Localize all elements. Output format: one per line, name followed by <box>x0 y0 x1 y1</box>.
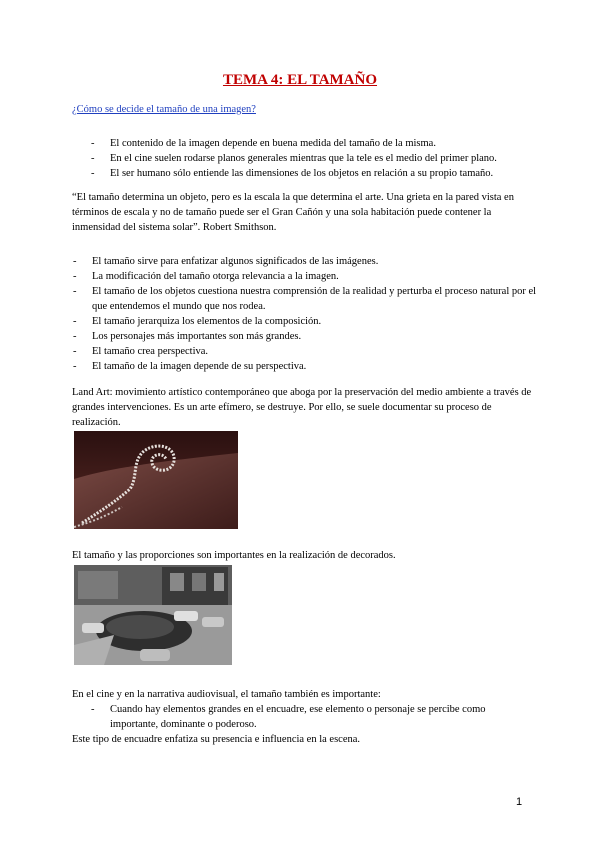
list-item: - El tamaño jerarquiza los elementos de la composición. <box>73 314 543 329</box>
list-item: - En el cine suelen rodarse planos generales mientras que la tele es el medio del primer plano. <box>91 151 551 166</box>
page-title: TEMA 4: EL TAMAÑO <box>222 72 378 88</box>
list-item: - El tamaño sirve para enfatizar algunos significados de las imágenes. <box>73 254 543 269</box>
list-item: - El tamaño de la imagen depende de su perspectiva. <box>73 359 543 374</box>
list-item: - El ser humano sólo entiende las dimensiones de los objetos en relación a su propio tamaño. <box>91 166 551 181</box>
cine-paragraph: En el cine y en la narrativa audiovisual, el tamaño también es importante: <box>72 689 381 700</box>
list-item: - El contenido de la imagen depende en buena medida del tamaño de la misma. <box>91 136 551 151</box>
page-number: 1 <box>516 796 523 808</box>
set-decor-photo <box>74 565 232 665</box>
land-art-paragraph: Land Art: movimiento artístico contemporáneo que aboga por la preservación del medio ambiente a través de grandes intervenciones. Es un arte efímero, se destruye. Por ello, se suele documentar su proceso de realización. <box>72 387 532 428</box>
list-item: - La modificación del tamaño otorga relevancia a la imagen. <box>73 269 543 284</box>
land-art-spiral-photo <box>74 431 238 529</box>
smithson-quote: “El tamaño determina un objeto, pero es la escala la que determina el arte. Una grieta en la pared vista en términos de escala y no de tamaño puede ser el Gran Cañón y una sola habitación puede contener la inmensidad del sistema solar”. Robert Smithson. <box>72 192 514 233</box>
content-list-2 <box>73 254 543 374</box>
list-item: - Los personajes más importantes son más grandes. <box>73 329 543 344</box>
list-item: - El tamaño de los objetos cuestiona nuestra comprensión de la realidad y perturba el proceso natural por el que entendemos el mundo que nos rodea. <box>73 284 543 314</box>
decorados-paragraph: El tamaño y las proporciones son importantes en la realización de decorados. <box>72 550 396 561</box>
content-list-1 <box>91 136 551 181</box>
list-item: - Cuando hay elementos grandes en el encuadre, ese elemento o personaje se percibe como importante, dominante o poderoso. <box>91 702 529 732</box>
closing-paragraph: Este tipo de encuadre enfatiza su presencia e influencia en la escena. <box>72 734 361 745</box>
question-link[interactable]: ¿Cómo se decide el tamaño de una imagen? <box>72 104 256 115</box>
list-item: - El tamaño crea perspectiva. <box>73 344 543 359</box>
content-list-3 <box>91 702 529 732</box>
